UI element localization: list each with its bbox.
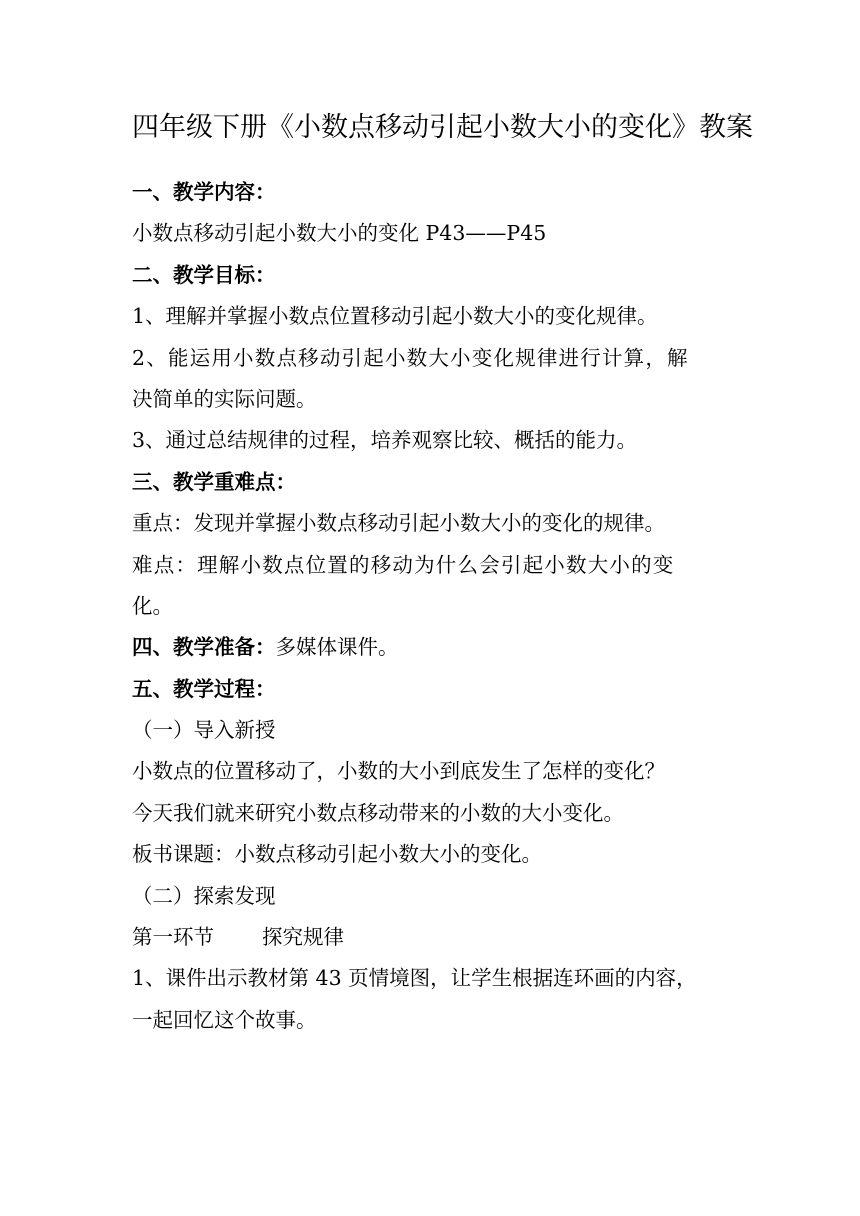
process-part-1-line-3: 板书课题：小数点移动引起小数大小的变化。 (132, 842, 542, 867)
section-heading-key-points: 三、教学重难点： (132, 469, 296, 494)
document-body (132, 172, 732, 1041)
objective-item-1: 1、理解并掌握小数点位置移动引起小数大小的变化规律。 (132, 304, 658, 329)
step-title: 探究规律 (262, 925, 344, 950)
step-label: 第一环节 (132, 925, 214, 950)
document-title: 四年级下册《小数点移动引起小数大小的变化》教案 (132, 112, 753, 143)
objective-item-2-continued: 决简单的实际问题。 (132, 386, 317, 411)
process-part-2-line-2: 一起回忆这个故事。 (132, 1007, 317, 1032)
section-preparation (132, 627, 732, 668)
process-part-1-line-1: 小数点的位置移动了，小数的大小到底发生了怎样的变化？ (132, 759, 665, 784)
section-heading-content: 一、教学内容： (132, 180, 276, 204)
preparation-text: 多媒体课件。 (275, 635, 399, 660)
section-text-content: 小数点移动引起小数大小的变化 P43——P45 (132, 221, 547, 246)
process-part-2-heading: （二）探索发现 (132, 883, 276, 908)
section-heading-preparation: 四、教学准备： (132, 635, 276, 660)
process-step-1 (132, 917, 732, 958)
section-heading-objectives: 二、教学目标： (132, 262, 276, 287)
process-part-2-line-1: 1、课件出示教材第 43 页情境图，让学生根据连环画的内容， (132, 966, 697, 991)
section-heading-process: 五、教学过程： (132, 676, 276, 701)
objective-item-3: 3、通过总结规律的过程，培养观察比较、概括的能力。 (132, 428, 638, 453)
difficult-point-line-continued: 化。 (132, 593, 173, 618)
objective-item-2: 2、能运用小数点移动引起小数大小变化规律进行计算，解 (132, 345, 689, 370)
process-part-1-line-2: 今天我们就来研究小数点移动带来的小数的大小变化。 (132, 800, 624, 825)
key-point-line: 重点：发现并掌握小数点移动引起小数大小的变化的规律。 (132, 511, 665, 536)
difficult-point-line: 难点：理解小数点位置的移动为什么会引起小数大小的变 (132, 552, 675, 577)
process-part-1-heading: （一）导入新授 (132, 718, 276, 743)
